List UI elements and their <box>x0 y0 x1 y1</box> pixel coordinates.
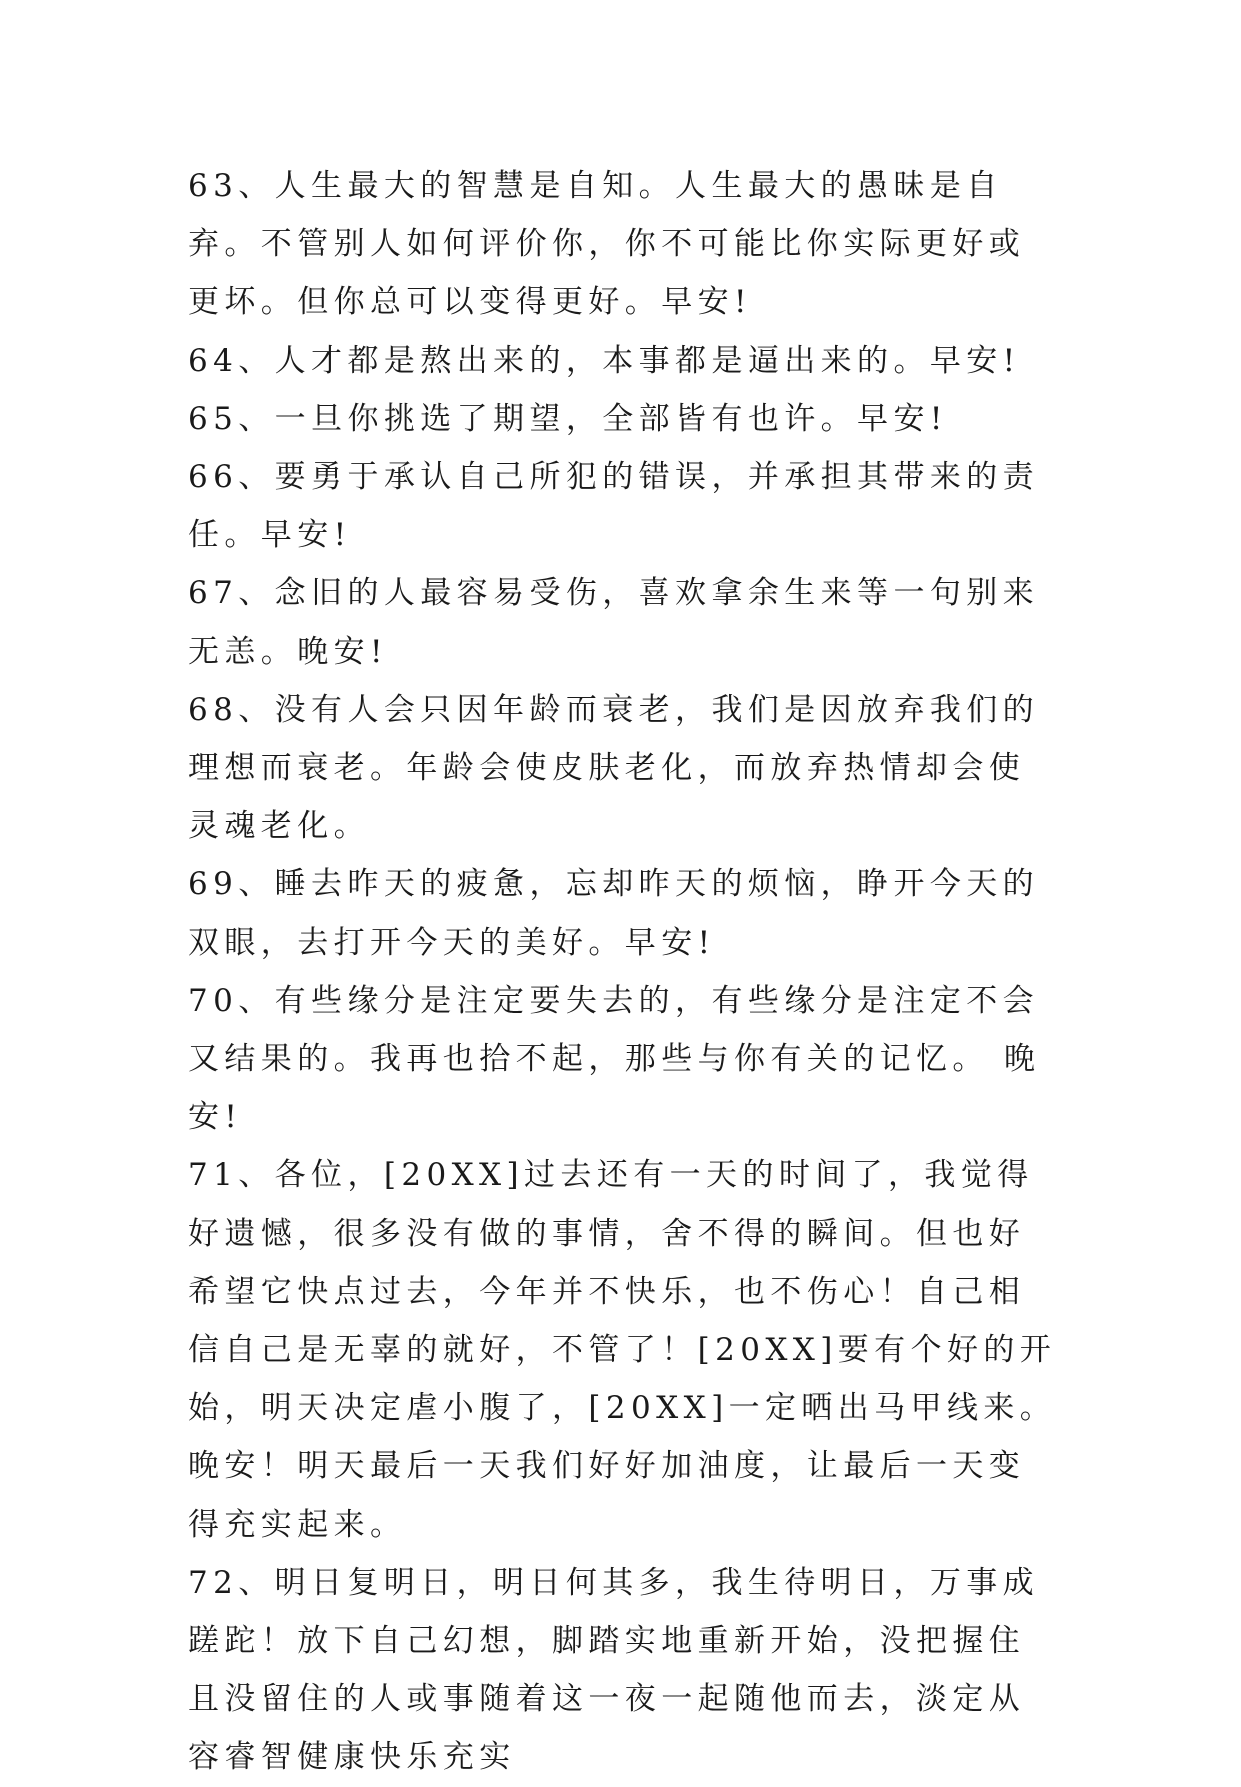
quote-paragraph-71: 71、各位，[20XX]过去还有一天的时间了，我觉得好遗憾，很多没有做的事情，舍不得的瞬间。但也好希望它快点过去，今年并不快乐，也不伤心！自己相信自己是无辜的就好，不管了！[20XX]要有个好的开始，明天决定虐小腹了，[20XX]一定晒出马甲线来。晚安！明天最后一天我们好好加油度，让最后一天变得充实起来。 <box>188 1157 1057 1543</box>
document-body <box>188 157 1058 1787</box>
quote-paragraph-66: 66、要勇于承认自己所犯的错误，并承担其带来的责任。早安! <box>188 459 1040 554</box>
quote-paragraph-65: 65、一旦你挑选了期望，全部皆有也许。早安! <box>188 400 948 437</box>
quote-paragraph-67: 67、念旧的人最容易受伤，喜欢拿余生来等一句别来无恙。晚安! <box>188 575 1040 670</box>
quote-paragraph-70: 70、有些缘分是注定要失去的，有些缘分是注定不会又结果的。我再也拾不起，那些与你有关的记忆。 晚安! <box>188 982 1041 1136</box>
quote-paragraph-69: 69、睡去昨天的疲惫，忘却昨天的烦恼，睁开今天的双眼，去打开今天的美好。早安! <box>188 866 1040 961</box>
quote-paragraph-64: 64、人才都是熬出来的，本事都是逼出来的。早安! <box>188 342 1021 379</box>
quote-paragraph-72: 72、明日复明日，明日何其多，我生待明日，万事成蹉跎！放下自己幻想，脚踏实地重新开始，没把握住且没留住的人或事随着这一夜一起随他而去，淡定从容睿智健康快乐充实 <box>188 1564 1040 1776</box>
quote-paragraph-68: 68、没有人会只因年龄而衰老，我们是因放弃我们的理想而衰老。年龄会使皮肤老化，而放弃热情却会使灵魂老化。 <box>188 691 1040 845</box>
quote-paragraph-63: 63、人生最大的智慧是自知。人生最大的愚昧是自弃。不管别人如何评价你，你不可能比你实际更好或更坏。但你总可以变得更好。早安! <box>188 168 1026 321</box>
